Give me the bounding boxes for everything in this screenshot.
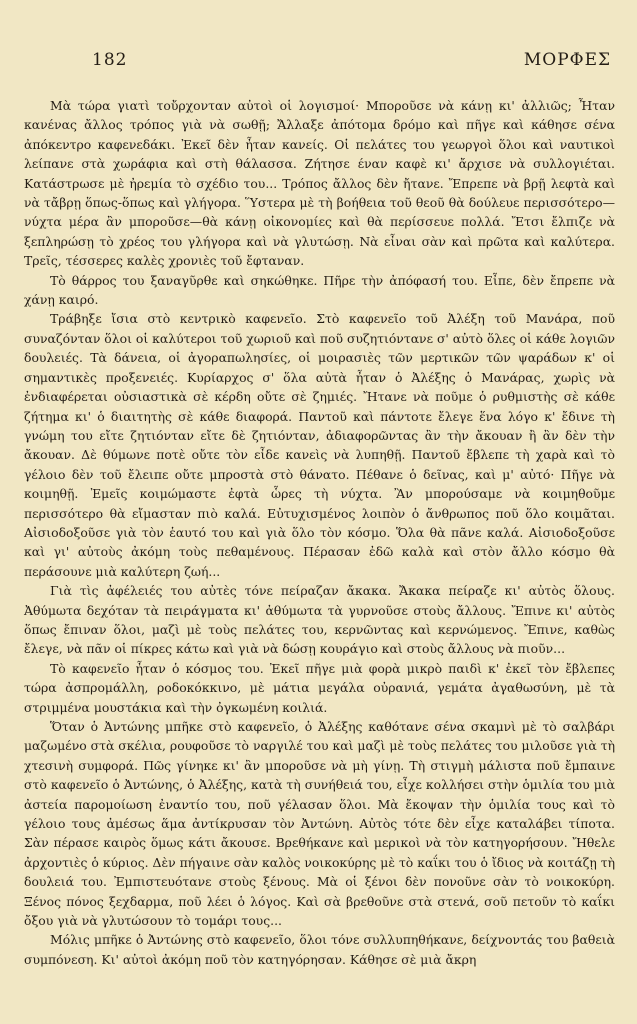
paragraph: Τράβηξε ἴσια στὸ κεντρικὸ καφενεῖο. Στὸ καφενεῖο τοῦ Ἀλέξη τοῦ Μανάρα, ποῦ συναζόνταν ὅλοι οἱ καλύτεροι τοῦ χωριοῦ καὶ ποῦ συζητιόντανε σ' αὐτὸ ὅλες οἱ κάθε λογιῶν δουλειές. Τὰ δάνεια, οἱ ἀγοραπωλησίες, οἱ μοιρασιὲς τῶν μερτικῶν τῶν ψαράδων κ' οἱ σημαντικὲς προξενειές. Κυρίαρχος σ' ὅλα αὐτὰ ἦταν ὁ Ἀλέξης ὁ Μανάρας, χωρὶς νὰ ἐνδιαφέρεται οὐσιαστικὰ σὲ κέρδη οὔτε σὲ ζημιές. Ἤτανε νὰ ποῦμε ὁ ρυθμιστὴς σὲ κάθε ζήτημα κι' ὁ διαιτητὴς σὲ κάθε διαφορά. Παντοῦ καὶ πάντοτε ἔλεγε ἕνα λόγο κ' ἔδινε τὴ γνώμη του εἴτε ζητιόνταν εἴτε δὲ ζητιόνταν, ἀδιαφορῶντας ἂν τὴν ἄκουαν ἢ ἂν δὲν τὴν ἄκουαν. Δὲ θύμωνε ποτὲ οὔτε τὸν εἶδε κανεὶς νὰ λυπηθῇ. Παντοῦ ἔβλεπε τὴ χαρὰ καὶ τὸ γέλοιο δὲν τοῦ ἔλειπε οὔτε μπροστὰ στὸ θάνατο. Πέθανε ὁ δεῖνας, καὶ μ' αὐτό· Πῆγε νὰ κοιμηθῇ. Ἐμεῖς κοιμώμαστε ἐφτὰ ὧρες τὴ νύχτα. Ἂν μπορούσαμε νὰ κοιμηθοῦμε περισσότερο θὰ εἴμασταν πιὸ καλά. Εὐτυχισμένος λοιπὸν ὁ ἄνθρωπος ποῦ ὅλο κοιμᾶται. Αἰσιοδοξοῦσε γιὰ τὸν ἑαυτό του καὶ γιὰ ὅλο τὸν κόσμο. Ὅλα θὰ πᾶνε καλά. Αἰσιοδοξοῦσε καὶ γι' αὐτοὺς ἀκόμη τοὺς πεθαμένους. Πέρασαν ἐδῶ καλὰ καὶ στὸν ἄλλο κόσμο θὰ περάσουνε μιὰ καλύτερη ζωή... bbox=[24, 311, 615, 579]
paragraph: Γιὰ τὶς ἀφέλειές του αὐτὲς τόνε πείραζαν ἄκακα. Ἄκακα πείραζε κι' αὐτὸς ὅλους. Ἀθύμωτα δεχόταν τὰ πειράγματα κι' ἀθύμωτα τὰ γυρνοῦσε στοὺς ἄλλους. Ἔπινε κι' αὐτὸς ὅπως ἔπιναν ὅλοι, μαζὶ μὲ τοὺς πελάτες του, κερνῶντας καὶ κερνώμενος. Ἔπινε, καθὼς ἔλεγε, νὰ πᾶν οἱ πίκρες κάτω καὶ γιὰ νὰ δώσῃ κουράγιο καὶ στοὺς ἄλλους νὰ πιοῦν... bbox=[24, 583, 615, 657]
paragraph: Μὰ τώρα γιατὶ τοὔρχονταν αὐτοὶ οἱ λογισμοί· Μποροῦσε νὰ κάνῃ κι' ἀλλιῶς; Ἦταν κανένας ἄλλος τρόπος γιὰ νὰ σωθῇ; Ἄλλαξε ἀπότομα δρόμο καὶ πῆγε καὶ κάθησε σένα ἀπόκεντρο καφενεδάκι. Ἐκεῖ δὲν ἦταν κανείς. Οἱ πελάτες του γεωργοὶ ὅλοι καὶ ναυτικοὶ λείπανε στὰ χωράφια καὶ στὴ θάλασσα. Ζήτησε έναν καφὲ κι' ἄρχισε νὰ συλλογιέται. Κατάστρωσε μὲ ἠρεμία τὸ σχέδιο του... Τρόπος ἄλλος δὲν ἤτανε. Ἔπρεπε νὰ βρῇ λεφτὰ καὶ νὰ τἄβρῃ ὅπως-ὅπως καὶ γλήγορα. Ὕστερα μὲ τὴ βοήθεια τοῦ θεοῦ θὰ δούλευε περισσότερο—νύχτα μέρα ἂν μποροῦσε—θὰ κάνῃ οἰκονομίες καὶ θὰ περίσσευε πολλά. Ἔτσι ἔλπιζε νὰ ξεπληρώσῃ τὸ χρέος του γλήγορα καὶ νὰ γλυτώσῃ. Νὰ εἶναι σὰν καὶ πρῶτα καὶ καλύτερα. Τρεῖς, τέσσερες καλὲς χρονιὲς τοῦ ἔφταναν. bbox=[24, 98, 615, 269]
paragraph: Μόλις μπῆκε ὁ Ἀντώνης στὸ καφενεῖο, ὅλοι τόνε συλλυπηθήκανε, δείχνοντάς του βαθειὰ συμπόνεση. Κι' αὐτοὶ ἀκόμη ποῦ τὸν κατηγόρησαν. Κάθησε σὲ μιὰ ἄκρη bbox=[24, 932, 615, 967]
page-number: 182 bbox=[92, 50, 128, 70]
journal-title: ΜΟΡΦΕΣ bbox=[523, 50, 611, 70]
paragraph: Ὅταν ὁ Ἀντώνης μπῆκε στὸ καφενεῖο, ὁ Ἀλέξης καθότανε σένα σκαμνὶ μὲ τὸ σαλβάρι μαζωμένο στὰ σκέλια, ρουφοῦσε τὸ ναργιλέ του καὶ μαζὶ μὲ τοὺς πελάτες του μιλοῦσε γιὰ τὴ χτεσινὴ συμφορά. Πῶς γίνηκε κι' ἂν μποροῦσε νὰ μὴ γίνῃ. Τὴ στιγμὴ μάλιστα ποῦ ἔμπαινε στὸ καφενεῖο ὁ Ἀντώνης, ὁ Ἀλέξης, κατὰ τὴ συνήθειά του, εἶχε κολλήσει στὴν ὁμιλία του μιὰ ἀστεία παρομοίωση ἐναντίο του, ποῦ γέλασαν ὅλοι. Μὰ ἔκοψαν τὴν ὁμιλία τους καὶ τὸ γέλοιο τους ἀμέσως ἅμα ἀντίκρυσαν τὸν Ἀντώνη. Αὐτὸς τότε δὲν εἶχε καταλάβει τίποτα. Σὰν πέρασε καιρὸς ὅμως κάτι ἄκουσε. Βρεθήκανε καὶ μερικοὶ νὰ τὸν κατηγορήσουν. Ἤθελε ἀρχοντιὲς ὁ κύριος. Δὲν πήγαινε σὰν καλὸς νοικοκύρης μὲ τὸ καΐκι του ὁ ἴδιος νὰ κοιτάζῃ τὴ δουλειά του. Ἐμπιστευότανε στοὺς ξένους. Μὰ οἱ ξένοι δὲν πονοῦνε σὰν τὸ νοικοκύρη. Ξένος πόνος ξεχδαρμα, ποῦ λέει ὁ λόγος. Καὶ σὰ βρεθοῦνε στὰ στενά, σοῦ πετοῦν τὸ καΐκι ὄξου γιὰ νὰ γλυτώσουν τὸ τομάρι τους... bbox=[24, 719, 615, 929]
paragraph: Τὸ θάρρος του ξαναγῦρθε καὶ σηκώθηκε. Πῆρε τὴν ἀπόφασή του. Εἶπε, δὲν ἔπρεπε νὰ χάνῃ καιρό. bbox=[24, 272, 615, 308]
paragraph: Τὸ καφενεῖο ἦταν ὁ κόσμος του. Ἐκεῖ πῆγε μιὰ φορὰ μικρὸ παιδὶ κ' ἐκεῖ τὸν ἔβλεπες τώρα ἀσπρομάλλη, ροδοκόκκινο, μὲ μάτια μεγάλα οὐρανιά, γεμάτα ἀγαθωσύνη, μὲ τὰ στριμμένα μουστάκια καὶ τὴν ὀγκωμένη κοιλιά. bbox=[24, 660, 615, 715]
body-text bbox=[24, 96, 615, 969]
